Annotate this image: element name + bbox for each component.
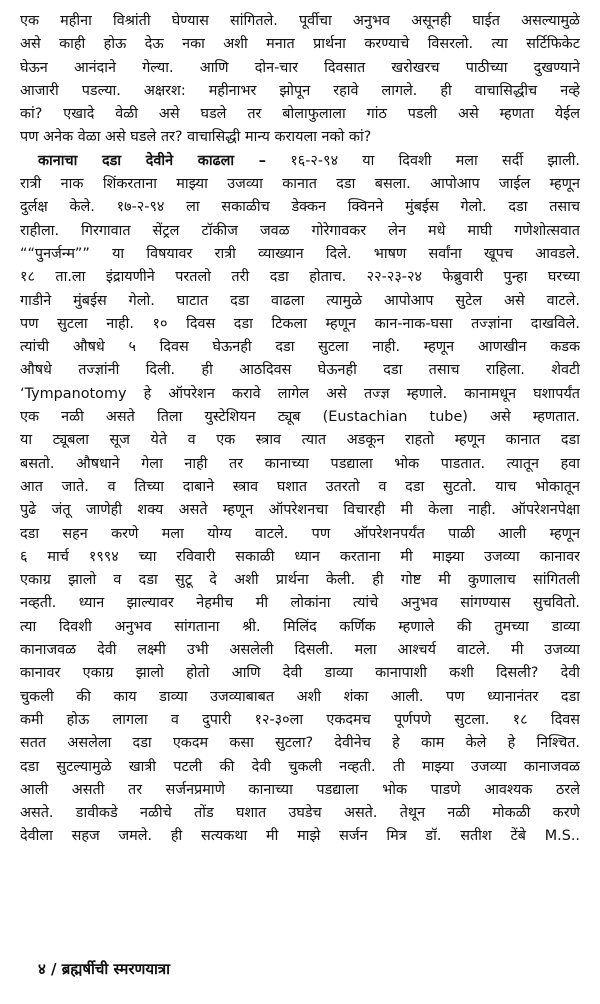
text-line: सतत असलेला दडा एकदम कसा सुटला? देवीनेच हे काम केले हे निश्चित. (20, 735, 580, 752)
text-line: १८ ता.ला इंद्रायणीने परतलो तरी दडा होताच. २२-२३-२४ फेब्रुवारी पुन्हा घरच्या (20, 269, 580, 286)
text-line: कानावर एकाग्र झालो होतो आणि देवी डाव्या कानापाशी कशी दिसली? देवी (20, 665, 580, 682)
text-line: त्या दिवशी अनुभव सांगताना श्री. मिलिंद कर्णिक म्हणाले की तुमच्या डाव्या (20, 618, 580, 635)
text-line: एकाग्र झालो व दडा सुटू दे अशी प्रार्थना केली. ही गोष्ट मी कुणालाच सांगितली (20, 572, 580, 589)
text-line: आजारी पडल्या. अक्षरश: महीनाभर झोपून रहावे लागले. ही वाचासिद्धीच नव्हे (20, 82, 580, 99)
text-line: पण अनेक वेळा असे घडले तर? वाचासिद्धी मान्य करायला नको कां? (20, 129, 372, 146)
text-line: चुकली की काय डाव्या उजव्याबाबत अशी शंका आली. पण ध्यानानंतर दडा (20, 688, 580, 705)
section-first-line-text: १६-२-९४ या दिवशी मला सर्दी झाली. (290, 152, 580, 169)
book-title: ब्रह्मर्षीची स्मरणयात्रा (61, 960, 171, 978)
text-line: एक नळी असते तिला युस्टेशियन ट्यूब (Eustachian tube) असे म्हणतात. (20, 409, 580, 426)
text-line: कानाजवळ देवी लक्ष्मी उभी असलेली दिसली. मला आश्चर्य वाटले. मी उजव्या (20, 642, 580, 659)
text-line: पण सुटला नाही. १० दिवस दडा टिकला म्हणून कान-नाक-घसा तज्ज्ञांना दाखविले. (20, 315, 580, 332)
text-line: आली असती तर सर्जनप्रमाणे कानाच्या पडद्याला भोक पाडणे आवश्यक ठरले (20, 781, 580, 798)
text-line: असे काही होऊ देऊ नका अशी मनात प्रार्थना करण्याचे विसरलो. त्या सर्टिफिकेट (20, 36, 580, 53)
text-line: गाडीने मुंबईस गेलो. घाटात दडा वाढला त्यामुळे आपोआप सुटेल असे वाटले. (20, 292, 580, 309)
text-line: आत जाते. व तिच्या दाबाने स्त्राव घशात उतरतो व दडा सुटतो. याच भोकातून (20, 478, 580, 495)
section-heading: कानाचा दडा देवीने काढला – (38, 152, 267, 169)
footer-separator: / (51, 960, 57, 978)
text-line: दडा सुटल्यामुळे खात्री पटली की देवी चुकली नव्हती. ती माझ्या उजव्या कानाजवळ (20, 758, 580, 775)
text-line: औषधे तज्ज्ञांनी दिली. ही आठदिवस घेऊनही दडा तसाच राहिला. शेवटी (20, 362, 580, 379)
text-line: रात्री नाक शिंकरताना माझ्या उजव्या कानात दडा बसला. आपोआप जाईल म्हणून (20, 176, 580, 193)
text-line: असते. डावीकडे नळीचे तोंड घशात उघडेच असते. तेथून नळी मोकळी करणे (20, 805, 580, 822)
page-footer (38, 959, 170, 979)
text-line: या ट्यूबला सूज येते व एक स्त्राव त्यात अडकून राहतो म्हणून कानात दडा (20, 432, 580, 449)
text-line: ““पुनर्जन्म”” या विषयावर रात्री व्याख्यान दिले. भाषण सर्वांना खूपच आवडले. (20, 245, 580, 262)
text-line: कां? एखादे वेळी असे घडले तर बोलाफुलाला गांठ पडली असे म्हणता येईल (20, 106, 580, 123)
body-text (20, 10, 580, 849)
text-line: नव्हती. ध्यान झाल्यावर नेहमीच मी लोकांना त्यांचे अनुभव सांगण्यास सुचवितो. (20, 595, 580, 612)
text-line: पुढे जंतू जाणेही शक्य असते म्हणून ऑपरेशनचा विचारही मी केला नाही. ऑपरेशनपेक्षा (20, 502, 580, 519)
text-line: ‘Tympanotomy हे ऑपरेशन करावे लागेल असे तज्ज्ञ म्हणाले. कानामधून घशापर्यंत (20, 385, 580, 402)
text-line: त्यांची औषधे ५ दिवस घेऊनही दडा सुटला नाही. म्हणून आणखीन कडक (20, 339, 580, 356)
text-line: दुर्लक्ष केले. १७-२-९४ ला सकाळीच डेक्कन क्विनने मुंबईस गेलो. दडा तसाच (20, 199, 580, 216)
text-line: ६ मार्च १९९४ च्या रविवारी सकाळी ध्यान करताना मी माझ्या उजव्या कानावर (20, 548, 580, 565)
text-line: राहीला. गिरगावात सेंट्रल टॉकीज जवळ गोरेगावकर लेन मधे माघी गणेशोत्सवात (20, 222, 580, 239)
text-line: एक महीना विश्रांती घेण्यास सांगितले. पूर्वीचा अनुभव असूनही घाईत असल्यामुळे (20, 13, 580, 29)
text-line: कमी होऊ लागला व दुपारी १२-३०ला एकदमच पूर्णपणे सुटला. १८ दिवस (20, 711, 580, 728)
section-first-line (20, 150, 580, 173)
text-line: दडा सहन करणे मला योग्य वाटले. पण ऑपरेशनपर्यंत पाळी आली म्हणून (20, 525, 580, 542)
text-line: बसतो. औषधाने गेला नाही तर कानाच्या पडद्याला भोक पाडतात. त्यातून हवा (20, 455, 580, 472)
text-line: घेऊन आनंदाने गेल्या. आणि दोन-चार दिवसात खरोखरच पाठीच्या दुखण्याने (20, 59, 580, 76)
page-number: ४ (38, 960, 46, 978)
text-line: देवीला सहज जमले. ही सत्यकथा मी माझे सर्जन मित्र डॉ. सतीश टेंबे M.S.. (20, 828, 580, 845)
